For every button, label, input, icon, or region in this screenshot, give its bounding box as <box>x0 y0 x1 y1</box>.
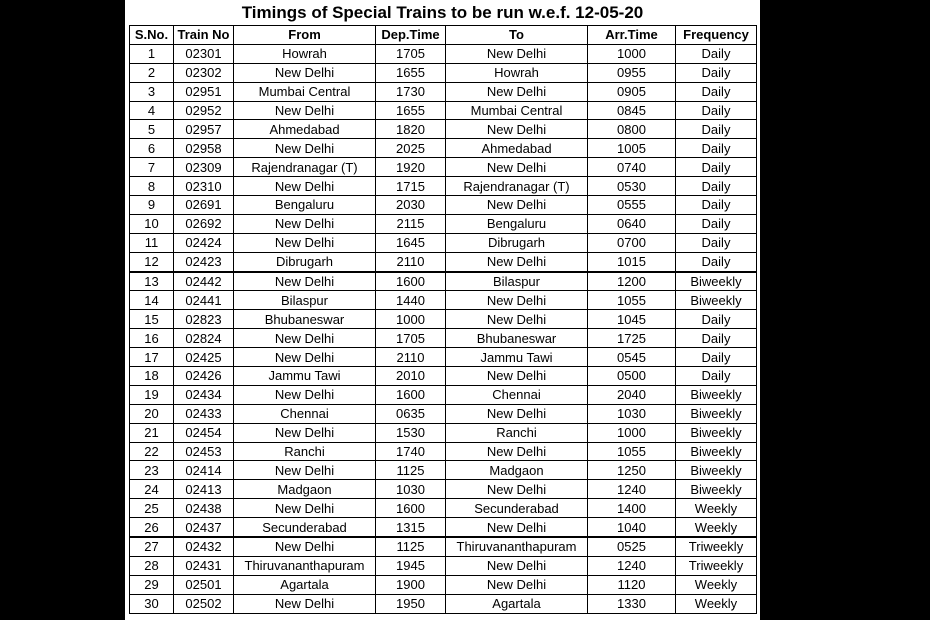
cell-sno: 6 <box>130 139 174 158</box>
cell-from: New Delhi <box>234 214 376 233</box>
cell-arr-time: 0555 <box>588 196 676 215</box>
cell-dep-time: 1530 <box>376 423 446 442</box>
cell-train-no: 02454 <box>174 423 234 442</box>
cell-to: Bhubaneswar <box>446 329 588 348</box>
cell-frequency: Triweekly <box>676 537 757 556</box>
cell-arr-time: 0700 <box>588 233 676 252</box>
cell-to: New Delhi <box>446 196 588 215</box>
cell-to: Bengaluru <box>446 214 588 233</box>
cell-dep-time: 1655 <box>376 101 446 120</box>
cell-from: Bilaspur <box>234 291 376 310</box>
cell-arr-time: 0545 <box>588 348 676 367</box>
cell-sno: 17 <box>130 348 174 367</box>
cell-dep-time: 2025 <box>376 139 446 158</box>
cell-to: Secunderabad <box>446 499 588 518</box>
cell-arr-time: 1120 <box>588 575 676 594</box>
cell-from: Rajendranagar (T) <box>234 158 376 177</box>
cell-to: New Delhi <box>446 575 588 594</box>
page-title: Timings of Special Trains to be run w.e.f. 12-05-20 <box>241 3 644 22</box>
cell-frequency: Biweekly <box>676 442 757 461</box>
cell-to: New Delhi <box>446 120 588 139</box>
cell-frequency: Daily <box>676 329 757 348</box>
cell-dep-time: 1315 <box>376 518 446 537</box>
cell-from: New Delhi <box>234 423 376 442</box>
cell-frequency: Daily <box>676 252 757 271</box>
cell-from: New Delhi <box>234 329 376 348</box>
cell-from: New Delhi <box>234 348 376 367</box>
cell-train-no: 02302 <box>174 63 234 82</box>
cell-frequency: Biweekly <box>676 272 757 291</box>
cell-dep-time: 1740 <box>376 442 446 461</box>
cell-to: Chennai <box>446 385 588 404</box>
cell-arr-time: 1005 <box>588 139 676 158</box>
cell-dep-time: 1715 <box>376 177 446 196</box>
cell-dep-time: 1125 <box>376 537 446 556</box>
cell-train-no: 02424 <box>174 233 234 252</box>
cell-to: Thiruvananthapuram <box>446 537 588 556</box>
table-row <box>130 367 757 386</box>
cell-dep-time: 1945 <box>376 556 446 575</box>
table-row <box>130 594 757 613</box>
cell-arr-time: 0955 <box>588 63 676 82</box>
cell-from: New Delhi <box>234 499 376 518</box>
cell-sno: 20 <box>130 404 174 423</box>
table-row <box>130 423 757 442</box>
cell-frequency: Triweekly <box>676 556 757 575</box>
cell-frequency: Daily <box>676 310 757 329</box>
cell-arr-time: 1240 <box>588 480 676 499</box>
cell-from: New Delhi <box>234 461 376 480</box>
cell-from: Howrah <box>234 44 376 63</box>
cell-frequency: Daily <box>676 367 757 386</box>
cell-train-no: 02434 <box>174 385 234 404</box>
cell-arr-time: 0500 <box>588 367 676 386</box>
cell-to: Agartala <box>446 594 588 613</box>
cell-train-no: 02301 <box>174 44 234 63</box>
table-row <box>130 139 757 158</box>
cell-to: New Delhi <box>446 518 588 537</box>
cell-sno: 12 <box>130 252 174 271</box>
cell-dep-time: 1600 <box>376 272 446 291</box>
table-row <box>130 575 757 594</box>
cell-to: Bilaspur <box>446 272 588 291</box>
cell-from: Agartala <box>234 575 376 594</box>
cell-sno: 23 <box>130 461 174 480</box>
cell-train-no: 02453 <box>174 442 234 461</box>
table-row <box>130 291 757 310</box>
table-row <box>130 329 757 348</box>
cell-to: Ahmedabad <box>446 139 588 158</box>
cell-arr-time: 1030 <box>588 404 676 423</box>
cell-from: Bhubaneswar <box>234 310 376 329</box>
cell-frequency: Weekly <box>676 594 757 613</box>
cell-train-no: 02433 <box>174 404 234 423</box>
table-row <box>130 82 757 101</box>
cell-sno: 29 <box>130 575 174 594</box>
cell-train-no: 02423 <box>174 252 234 271</box>
cell-train-no: 02441 <box>174 291 234 310</box>
cell-frequency: Biweekly <box>676 291 757 310</box>
cell-from: New Delhi <box>234 63 376 82</box>
table-row <box>130 214 757 233</box>
cell-from: New Delhi <box>234 594 376 613</box>
cell-to: Jammu Tawi <box>446 348 588 367</box>
table-row <box>130 252 757 271</box>
cell-from: Chennai <box>234 404 376 423</box>
cell-to: Dibrugarh <box>446 233 588 252</box>
cell-dep-time: 1920 <box>376 158 446 177</box>
cell-frequency: Daily <box>676 63 757 82</box>
cell-dep-time: 1705 <box>376 329 446 348</box>
cell-sno: 3 <box>130 82 174 101</box>
cell-arr-time: 1015 <box>588 252 676 271</box>
cell-to: Howrah <box>446 63 588 82</box>
cell-to: New Delhi <box>446 556 588 575</box>
cell-frequency: Weekly <box>676 575 757 594</box>
table-row <box>130 461 757 480</box>
cell-train-no: 02957 <box>174 120 234 139</box>
cell-arr-time: 0640 <box>588 214 676 233</box>
cell-frequency: Weekly <box>676 499 757 518</box>
table-row <box>130 233 757 252</box>
table-row <box>130 480 757 499</box>
cell-sno: 25 <box>130 499 174 518</box>
cell-dep-time: 1655 <box>376 63 446 82</box>
column-header-to: To <box>446 26 588 45</box>
cell-dep-time: 1950 <box>376 594 446 613</box>
cell-frequency: Biweekly <box>676 404 757 423</box>
cell-frequency: Daily <box>676 158 757 177</box>
cell-sno: 1 <box>130 44 174 63</box>
cell-to: New Delhi <box>446 252 588 271</box>
cell-train-no: 02426 <box>174 367 234 386</box>
table-row <box>130 177 757 196</box>
cell-dep-time: 1440 <box>376 291 446 310</box>
cell-frequency: Daily <box>676 214 757 233</box>
cell-train-no: 02952 <box>174 101 234 120</box>
cell-from: New Delhi <box>234 537 376 556</box>
column-header-from: From <box>234 26 376 45</box>
cell-sno: 4 <box>130 101 174 120</box>
column-header-dep-time: Dep.Time <box>376 26 446 45</box>
cell-sno: 18 <box>130 367 174 386</box>
cell-arr-time: 1040 <box>588 518 676 537</box>
cell-to: Ranchi <box>446 423 588 442</box>
cell-arr-time: 0845 <box>588 101 676 120</box>
cell-train-no: 02413 <box>174 480 234 499</box>
table-row <box>130 518 757 537</box>
cell-frequency: Daily <box>676 120 757 139</box>
cell-dep-time: 1705 <box>376 44 446 63</box>
cell-to: Rajendranagar (T) <box>446 177 588 196</box>
table-row <box>130 101 757 120</box>
cell-sno: 21 <box>130 423 174 442</box>
cell-arr-time: 1200 <box>588 272 676 291</box>
cell-frequency: Daily <box>676 44 757 63</box>
cell-sno: 26 <box>130 518 174 537</box>
table-row <box>130 120 757 139</box>
cell-arr-time: 0530 <box>588 177 676 196</box>
cell-arr-time: 1240 <box>588 556 676 575</box>
cell-arr-time: 1045 <box>588 310 676 329</box>
table-row <box>130 404 757 423</box>
cell-train-no: 02442 <box>174 272 234 291</box>
cell-dep-time: 1000 <box>376 310 446 329</box>
column-header-sno: S.No. <box>130 26 174 45</box>
cell-train-no: 02310 <box>174 177 234 196</box>
cell-sno: 24 <box>130 480 174 499</box>
document-page <box>125 0 760 620</box>
table-row <box>130 272 757 291</box>
cell-arr-time: 1250 <box>588 461 676 480</box>
cell-to: New Delhi <box>446 442 588 461</box>
cell-train-no: 02692 <box>174 214 234 233</box>
cell-arr-time: 1330 <box>588 594 676 613</box>
cell-from: Jammu Tawi <box>234 367 376 386</box>
cell-sno: 8 <box>130 177 174 196</box>
column-header-arr-time: Arr.Time <box>588 26 676 45</box>
cell-to: New Delhi <box>446 44 588 63</box>
cell-arr-time: 2040 <box>588 385 676 404</box>
cell-from: Dibrugarh <box>234 252 376 271</box>
cell-arr-time: 1000 <box>588 423 676 442</box>
cell-arr-time: 1725 <box>588 329 676 348</box>
cell-dep-time: 1730 <box>376 82 446 101</box>
cell-sno: 19 <box>130 385 174 404</box>
cell-sno: 22 <box>130 442 174 461</box>
cell-sno: 9 <box>130 196 174 215</box>
cell-arr-time: 0740 <box>588 158 676 177</box>
cell-frequency: Daily <box>676 101 757 120</box>
cell-arr-time: 1055 <box>588 442 676 461</box>
cell-train-no: 02691 <box>174 196 234 215</box>
cell-frequency: Daily <box>676 348 757 367</box>
cell-sno: 2 <box>130 63 174 82</box>
cell-from: New Delhi <box>234 177 376 196</box>
table-row <box>130 196 757 215</box>
cell-dep-time: 2030 <box>376 196 446 215</box>
cell-sno: 15 <box>130 310 174 329</box>
cell-sno: 7 <box>130 158 174 177</box>
table-row <box>130 310 757 329</box>
cell-to: Mumbai Central <box>446 101 588 120</box>
cell-arr-time: 0525 <box>588 537 676 556</box>
cell-from: Secunderabad <box>234 518 376 537</box>
cell-train-no: 02309 <box>174 158 234 177</box>
table-row <box>130 44 757 63</box>
cell-from: New Delhi <box>234 385 376 404</box>
cell-train-no: 02425 <box>174 348 234 367</box>
cell-frequency: Biweekly <box>676 480 757 499</box>
cell-arr-time: 1000 <box>588 44 676 63</box>
cell-from: Bengaluru <box>234 196 376 215</box>
table-row <box>130 442 757 461</box>
cell-sno: 30 <box>130 594 174 613</box>
cell-sno: 10 <box>130 214 174 233</box>
cell-dep-time: 2115 <box>376 214 446 233</box>
cell-frequency: Daily <box>676 233 757 252</box>
cell-from: New Delhi <box>234 272 376 291</box>
cell-to: New Delhi <box>446 480 588 499</box>
cell-from: Ranchi <box>234 442 376 461</box>
cell-from: New Delhi <box>234 233 376 252</box>
table-header-row <box>130 26 757 45</box>
cell-dep-time: 2010 <box>376 367 446 386</box>
table-row <box>130 158 757 177</box>
table-row <box>130 556 757 575</box>
cell-from: Madgaon <box>234 480 376 499</box>
cell-frequency: Daily <box>676 139 757 158</box>
table-row <box>130 537 757 556</box>
cell-to: New Delhi <box>446 291 588 310</box>
cell-from: Thiruvananthapuram <box>234 556 376 575</box>
cell-sno: 27 <box>130 537 174 556</box>
cell-arr-time: 1400 <box>588 499 676 518</box>
cell-from: Mumbai Central <box>234 82 376 101</box>
cell-frequency: Daily <box>676 177 757 196</box>
cell-arr-time: 1055 <box>588 291 676 310</box>
cell-dep-time: 1900 <box>376 575 446 594</box>
cell-sno: 28 <box>130 556 174 575</box>
cell-frequency: Weekly <box>676 518 757 537</box>
table-row <box>130 499 757 518</box>
cell-dep-time: 1030 <box>376 480 446 499</box>
cell-dep-time: 0635 <box>376 404 446 423</box>
cell-train-no: 02432 <box>174 537 234 556</box>
cell-dep-time: 1125 <box>376 461 446 480</box>
cell-sno: 11 <box>130 233 174 252</box>
cell-train-no: 02958 <box>174 139 234 158</box>
cell-to: New Delhi <box>446 158 588 177</box>
cell-train-no: 02502 <box>174 594 234 613</box>
cell-dep-time: 2110 <box>376 348 446 367</box>
cell-frequency: Daily <box>676 82 757 101</box>
cell-sno: 13 <box>130 272 174 291</box>
cell-frequency: Biweekly <box>676 423 757 442</box>
cell-to: New Delhi <box>446 310 588 329</box>
column-header-train-no: Train No <box>174 26 234 45</box>
cell-to: New Delhi <box>446 82 588 101</box>
cell-from: New Delhi <box>234 139 376 158</box>
cell-train-no: 02438 <box>174 499 234 518</box>
cell-from: New Delhi <box>234 101 376 120</box>
cell-dep-time: 1600 <box>376 499 446 518</box>
cell-to: New Delhi <box>446 404 588 423</box>
table-row <box>130 63 757 82</box>
cell-sno: 16 <box>130 329 174 348</box>
table-row <box>130 385 757 404</box>
cell-train-no: 02501 <box>174 575 234 594</box>
cell-sno: 5 <box>130 120 174 139</box>
cell-dep-time: 2110 <box>376 252 446 271</box>
cell-train-no: 02823 <box>174 310 234 329</box>
cell-frequency: Daily <box>676 196 757 215</box>
cell-to: New Delhi <box>446 367 588 386</box>
cell-arr-time: 0905 <box>588 82 676 101</box>
cell-arr-time: 0800 <box>588 120 676 139</box>
train-timings-table <box>129 25 757 614</box>
cell-train-no: 02437 <box>174 518 234 537</box>
cell-sno: 14 <box>130 291 174 310</box>
cell-train-no: 02951 <box>174 82 234 101</box>
cell-dep-time: 1600 <box>376 385 446 404</box>
cell-dep-time: 1820 <box>376 120 446 139</box>
table-row <box>130 348 757 367</box>
cell-train-no: 02824 <box>174 329 234 348</box>
cell-train-no: 02431 <box>174 556 234 575</box>
cell-frequency: Biweekly <box>676 385 757 404</box>
cell-dep-time: 1645 <box>376 233 446 252</box>
cell-train-no: 02414 <box>174 461 234 480</box>
cell-to: Madgaon <box>446 461 588 480</box>
cell-frequency: Biweekly <box>676 461 757 480</box>
cell-from: Ahmedabad <box>234 120 376 139</box>
column-header-frequency: Frequency <box>676 26 757 45</box>
